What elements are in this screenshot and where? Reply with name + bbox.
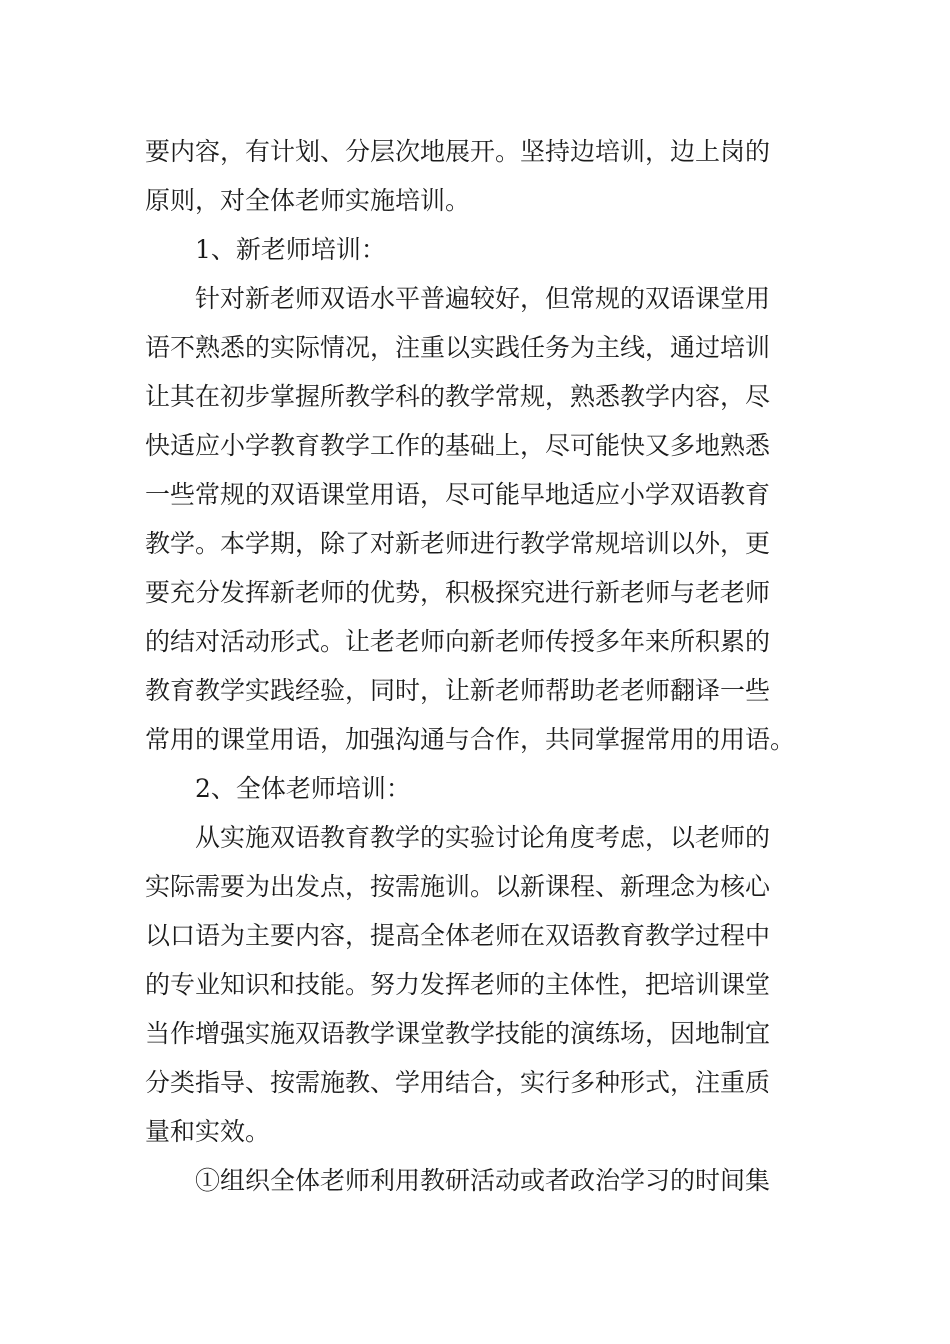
text-line: 语不熟悉的实际情况，注重以实践任务为主线，通过培训 <box>145 333 771 362</box>
text-line: 的专业知识和技能。努力发挥老师的主体性，把培训课堂 <box>145 970 771 999</box>
document-body <box>145 127 807 1205</box>
text-line: 以口语为主要内容，提高全体老师在双语教育教学过程中 <box>145 921 771 950</box>
text-line: ①组织全体老师利用教研活动或者政治学习的时间集 <box>195 1166 771 1195</box>
section-heading: 2、全体老师培训： <box>195 774 411 803</box>
text-line: 的结对活动形式。让老老师向新老师传授多年来所积累的 <box>145 627 771 656</box>
text-line: 原则，对全体老师实施培训。 <box>145 186 471 215</box>
text-line: 要充分发挥新老师的优势，积极探究进行新老师与老老师 <box>145 578 771 607</box>
text-line: 一些常规的双语课堂用语，尽可能早地适应小学双语教育 <box>145 480 771 509</box>
text-line: 要内容，有计划、分层次地展开。坚持边培训，边上岗的 <box>145 137 771 166</box>
section-heading: 1、新老师培训： <box>195 235 386 264</box>
text-line: 实际需要为出发点，按需施训。以新课程、新理念为核心 <box>145 872 771 901</box>
text-line: 快适应小学教育教学工作的基础上，尽可能快又多地熟悉 <box>145 431 771 460</box>
text-line: 从实施双语教育教学的实验讨论角度考虑，以老师的 <box>195 823 771 852</box>
text-line: 分类指导、按需施教、学用结合，实行多种形式，注重质 <box>145 1068 771 1097</box>
text-line: 常用的课堂用语，加强沟通与合作，共同掌握常用的用语。 <box>145 725 796 754</box>
text-line: 针对新老师双语水平普遍较好，但常规的双语课堂用 <box>195 284 771 313</box>
text-line: 教育教学实践经验，同时，让新老师帮助老老师翻译一些 <box>145 676 771 705</box>
text-line: 当作增强实施双语教学课堂教学技能的演练场，因地制宜 <box>145 1019 771 1048</box>
text-line: 让其在初步掌握所教学科的教学常规，熟悉教学内容，尽 <box>145 382 771 411</box>
text-line: 量和实效。 <box>145 1117 271 1146</box>
text-line: 教学。本学期，除了对新老师进行教学常规培训以外，更 <box>145 529 771 558</box>
